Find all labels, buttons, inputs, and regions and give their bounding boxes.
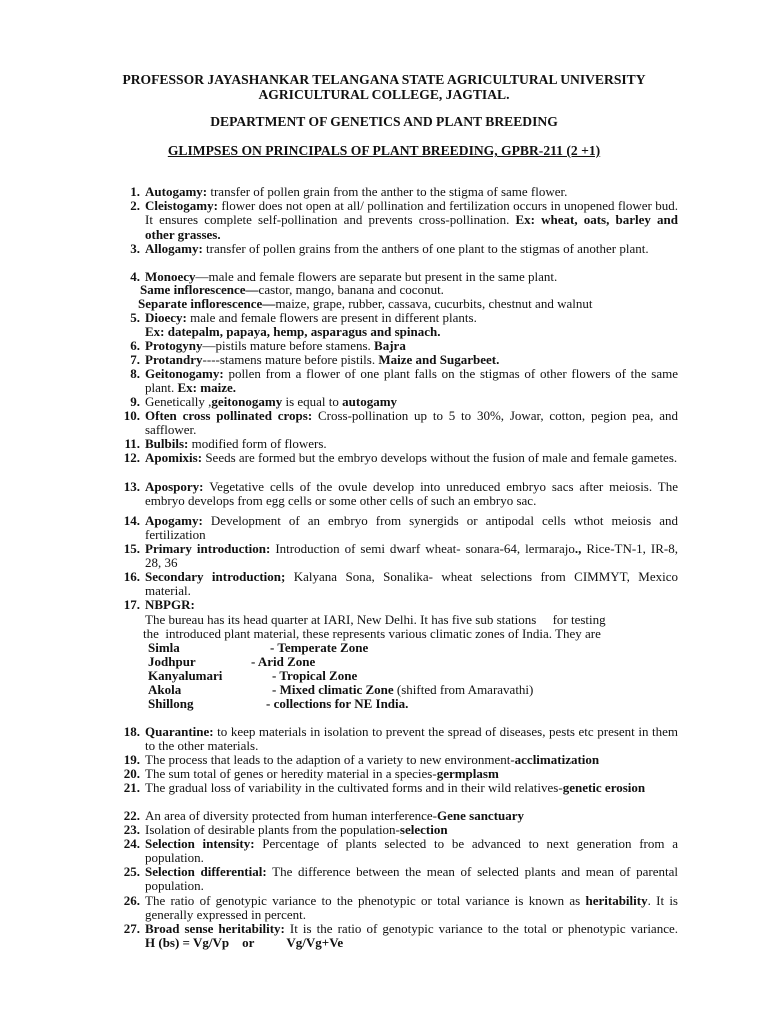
definition: Introduction of semi dwarf wheat- sonara-64, lermarajo [270,541,575,556]
definition: The gradual loss of variability in the cultivated forms and in their wild relatives- [145,780,563,795]
definition: —pistils mature before stamens. [202,338,375,353]
definition: is equal to [282,394,343,409]
term: Protogyny [145,338,203,353]
definition: An area of diversity protected from human interference- [145,808,438,823]
definition: . It is generally expressed in percent. [145,893,678,923]
example: Ex: maize. [177,380,236,396]
definition: The sum total of genes or heredity material in a species- [145,766,437,781]
definition: male and female flowers are present in different plants. [186,310,477,325]
college-name: AGRICULTURAL COLLEGE, JAGTIAL. [258,87,510,102]
station-name: Kanyalumari [148,668,223,683]
example: Bajra [374,338,406,353]
item-number: 25. [123,864,140,879]
item-number: 3. [130,241,140,256]
definition: maize, grape, rubber, cassava, cucurbits, chestnut and walnut [275,296,593,311]
item-number: 26. [123,893,140,908]
example: Ex: datepalm, papaya, hemp, asparagus and spinach. [145,324,441,339]
term: Apomixis: [145,450,203,465]
item-number: 19. [123,752,140,767]
station-name: Akola [148,682,182,697]
station-note: (shifted from Amaravathi) [393,682,534,697]
item-number: 11. [124,436,140,451]
definition: ----stamens mature before pistils. [202,352,379,367]
item-number: 16. [123,569,140,584]
item-number: 18. [123,724,140,739]
nbpgr-text-line-2: the introduced plant material, these represents various climatic zones of India. They are [143,626,601,641]
separator: ., [574,541,587,556]
example: Maize and Sugarbeet. [378,352,500,367]
item-number: 17. [123,597,140,612]
definition: —male and female flowers are separate but present in the same plant. [195,269,558,284]
item-number: 12. [123,450,140,465]
station-name: Simla [148,640,180,655]
item-number: 1. [130,184,140,199]
term: Quarantine: [145,724,214,739]
station-zone: - Tropical Zone [272,668,358,683]
item-number: 10. [123,408,140,423]
definition: The ratio of genotypic variance to the phenotypic or total variance is known as [145,893,586,908]
term: Selection differential: [145,864,267,879]
definition: pollen from a flower of one plant falls on the stigmas of other flowers of the same plant. [145,366,678,396]
definition: modified form of flowers. [188,436,327,451]
item-number: 24. [123,836,140,851]
term: Cleistogamy: [145,198,218,213]
definition: The difference between the mean of selected plants and mean of parental population. [145,864,679,894]
definition: transfer of pollen grain from the anther to the stigma of same flower. [207,184,568,199]
station-zone: - collections for NE India. [266,696,409,711]
example: Ex: wheat, oats, barley and other grasses. [145,212,679,242]
term: Dioecy: [145,310,187,325]
definition: Seeds are formed but the embryo develops without the fusion of male and female gametes. [202,450,678,465]
term: Allogamy: [145,241,203,256]
term: Same inflorescence— [140,282,259,297]
term: Bulbils: [145,436,189,451]
example: autogamy [342,394,398,409]
term: Gene sanctuary [437,808,525,823]
definition: Kalyana Sona, Sonalika- wheat selections from CIMMYT, Mexico material. [145,569,678,599]
item-number: 14. [123,513,140,528]
term: genetic erosion [562,780,646,795]
definition: transfer of pollen grains from the anthers of one plant to the stigmas of another plant. [202,241,649,256]
definition: flower does not open at all/ pollination and fertilization occurs in unopened flower bud. It ensures complete self-pollination and prevents cross-pollination. [145,198,678,228]
definition: Cross-pollination up to 5 to 30%, Jowar, cotton, pegion pea, and safflower. [145,408,678,438]
item-number: 27. [123,921,140,936]
term: Monoecy [145,269,196,284]
station-zone: - Mixed climatic Zone [272,682,394,697]
course-title: GLIMPSES ON PRINCIPALS OF PLANT BREEDING, GPBR-211 (2 +1) [167,143,601,158]
item-number: 4. [130,269,140,284]
definition: Development of an embryo from synergids or antipodal cells wthot meiosis and fertilization [145,513,678,543]
definition: to keep materials in isolation to prevent the spread of diseases, pests etc present in them to the other materials. [145,724,678,754]
item-number: 23. [123,822,140,837]
item-number: 15. [123,541,140,556]
term: Apogamy: [145,513,203,528]
definition: Percentage of plants selected to be advanced to next generation from a population. [145,836,678,866]
term: Secondary introduction; [145,569,286,584]
term: NBPGR: [145,597,195,612]
definition: Rice-TN-1, IR-8, 28, 36 [145,541,678,571]
definition: Vegetative cells of the ovule develop into unreduced embryo sacs after meiosis. The embryo develops from egg cells or some other cells of such an embryo sac. [145,479,678,509]
term: heritability [585,893,648,908]
station-name: Jodhpur [148,654,196,669]
definition: Isolation of desirable plants from the population- [145,822,400,837]
nbpgr-text-line-1: The bureau has its head quarter at IARI, New Delhi. It has five sub stations for testing [145,612,606,627]
university-name: PROFESSOR JAYASHANKAR TELANGANA STATE AGRICULTURAL UNIVERSITY [122,72,646,87]
term: geitonogamy [211,394,283,409]
term: germplasm [436,766,499,781]
term: Often cross pollinated crops: [145,408,313,423]
item-number: 20. [123,766,140,781]
item-number: 22. [123,808,140,823]
item-number: 6. [130,338,140,353]
item-number: 2. [130,198,140,213]
term: Separate inflorescence— [138,296,276,311]
term: Apospory: [145,479,204,494]
station-zone: - Temperate Zone [270,640,369,655]
definition: castor, mango, banana and coconut. [258,282,444,297]
station-zone: - Arid Zone [251,654,316,669]
term: Autogamy: [145,184,208,199]
term: acclimatization [514,752,600,767]
term: Primary introduction: [145,541,271,556]
definition: The process that leads to the adaption of a variety to new environment- [145,752,515,767]
item-number: 7. [130,352,140,367]
formula: H (bs) = Vg/Vp or Vg/Vg+Ve [145,935,344,951]
definition: It is the ratio of genotypic variance to the total or phenotypic variance. [284,921,678,936]
item-number: 13. [123,479,140,494]
definition: Genetically , [145,394,212,409]
term: Geitonogamy: [145,366,224,381]
term: selection [399,822,448,837]
item-number: 21. [123,780,140,795]
department-title: DEPARTMENT OF GENETICS AND PLANT BREEDING [210,114,558,129]
item-number: 8. [130,366,140,381]
item-number: 9. [130,394,140,409]
term: Broad sense heritability: [145,921,285,936]
term: Protandry [145,352,203,367]
station-name: Shillong [148,696,194,711]
term: Selection intensity: [145,836,255,851]
item-number: 5. [130,310,140,325]
